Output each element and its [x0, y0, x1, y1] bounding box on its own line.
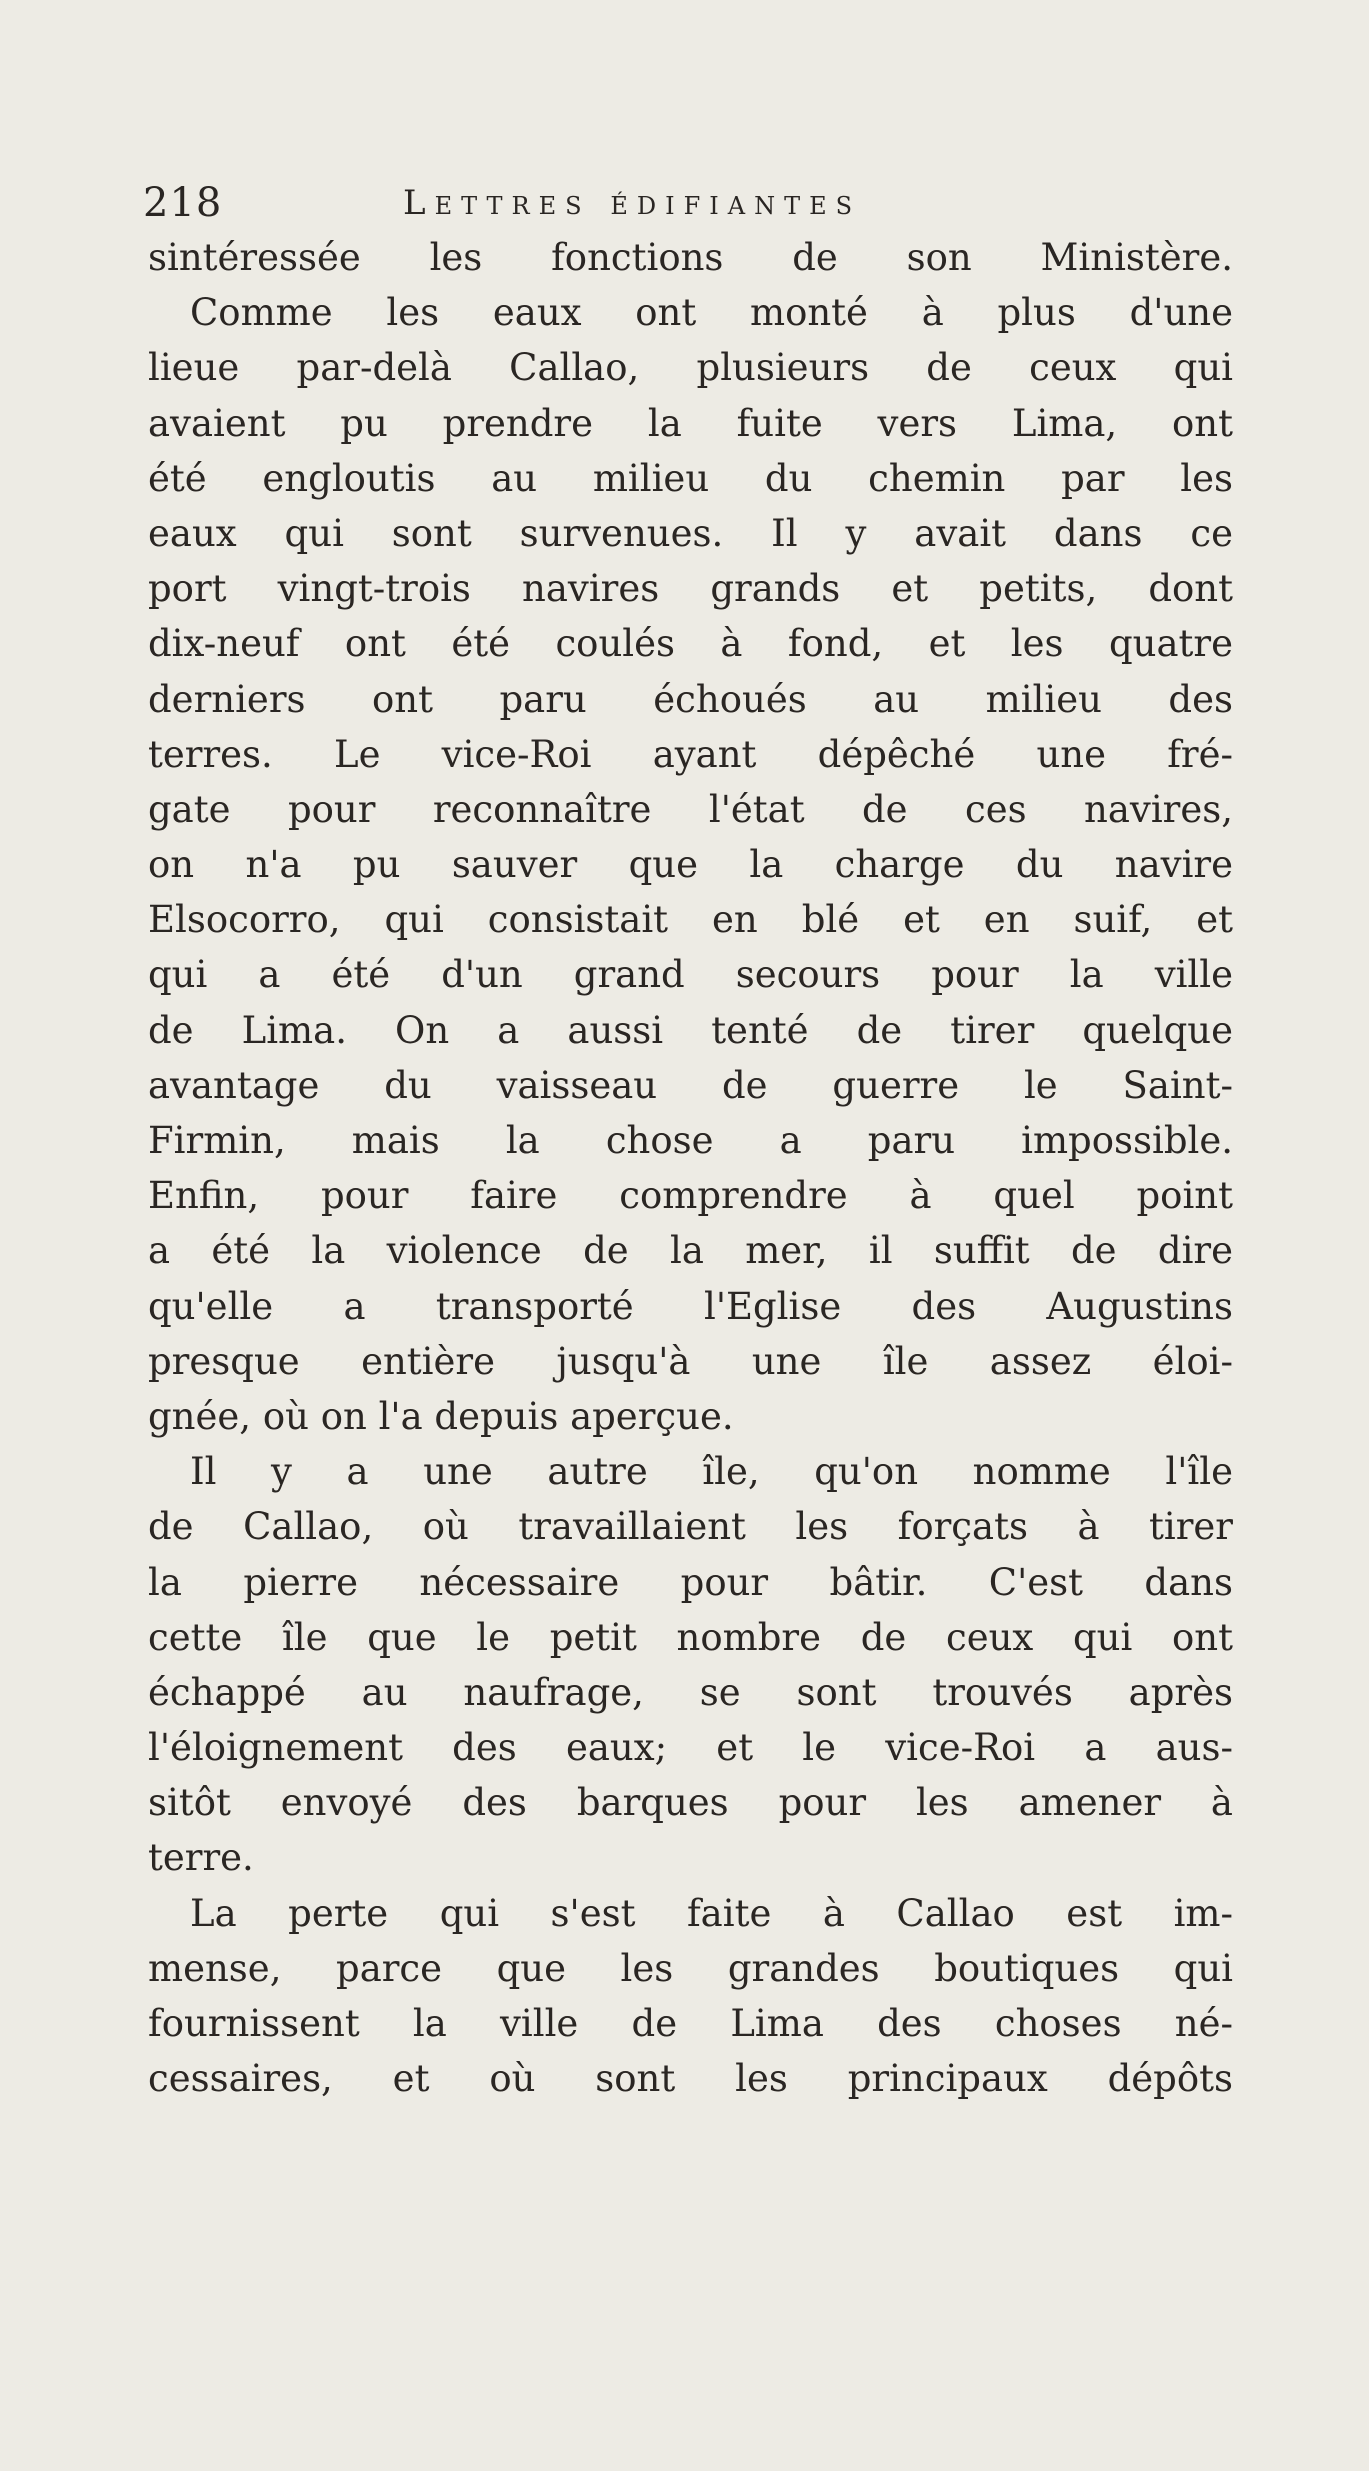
- text-line: de Lima. On a aussi tenté de tirer quelque: [148, 1008, 1233, 1052]
- text-line: gnée, où on l'a depuis aperçue.: [148, 1394, 734, 1438]
- text-line: qui a été d'un grand secours pour la ville: [148, 953, 1233, 997]
- text-line: fournissent la ville de Lima des choses né-: [148, 2002, 1233, 2045]
- text-line: la pierre nécessaire pour bâtir. C'est dans: [148, 1560, 1233, 1604]
- text-line: mense, parce que les grandes boutiques qui: [148, 1946, 1233, 1990]
- text-line: terres. Le vice-Roi ayant dépêché une fré-: [148, 732, 1233, 776]
- text-line: port vingt-trois navires grands et petits, dont: [148, 567, 1233, 611]
- text-line: été engloutis au milieu du chemin par les: [148, 456, 1233, 500]
- text-line: Enfin, pour faire comprendre à quel point: [148, 1174, 1233, 1218]
- text-line: Comme les eaux ont monté à plus d'une: [190, 291, 1233, 335]
- text-line: avantage du vaisseau de guerre le Saint-: [148, 1063, 1233, 1107]
- text-line: lieue par-delà Callao, plusieurs de ceux qui: [148, 346, 1233, 390]
- text-line: Elsocorro, qui consistait en blé et en suif, et: [148, 898, 1233, 942]
- text-line: Firmin, mais la chose a paru impossible.: [148, 1119, 1233, 1162]
- text-line: cessaires, et où sont les principaux dépôts: [148, 2057, 1233, 2101]
- text-line: qu'elle a transporté l'Eglise des Augustins: [148, 1284, 1233, 1328]
- text-line: La perte qui s'est faite à Callao est im-: [190, 1891, 1233, 1935]
- text-line: dix-neuf ont été coulés à fond, et les quatre: [148, 622, 1233, 666]
- text-line: échappé au naufrage, se sont trouvés après: [148, 1670, 1233, 1714]
- text-line: Il y a une autre île, qu'on nomme l'île: [190, 1450, 1233, 1494]
- body-text: [148, 230, 1233, 2106]
- text-line: sintéressée les fonctions de son Ministère.: [148, 236, 1233, 279]
- page-header: [143, 175, 1233, 231]
- text-line: eaux qui sont survenues. Il y avait dans ce: [148, 511, 1233, 555]
- text-line: sitôt envoyé des barques pour les amener à: [148, 1781, 1233, 1825]
- running-title: Lettres édifiantes: [403, 183, 862, 223]
- text-line: on n'a pu sauver que la charge du navire: [148, 843, 1233, 887]
- text-line: avaient pu prendre la fuite vers Lima, ont: [148, 401, 1233, 445]
- text-line: a été la violence de la mer, il suffit de dire: [148, 1229, 1233, 1273]
- text-line: derniers ont paru échoués au milieu des: [148, 677, 1233, 721]
- text-line: cette île que le petit nombre de ceux qui ont: [148, 1615, 1233, 1659]
- text-line: gate pour reconnaître l'état de ces navires,: [148, 787, 1233, 831]
- text-line: de Callao, où travaillaient les forçats à tirer: [148, 1505, 1233, 1549]
- page-number: 218: [143, 180, 223, 226]
- text-line: presque entière jusqu'à une île assez éloi-: [148, 1339, 1233, 1383]
- text-line: l'éloignement des eaux; et le vice-Roi a aus-: [148, 1726, 1233, 1770]
- text-line: terre.: [148, 1836, 254, 1880]
